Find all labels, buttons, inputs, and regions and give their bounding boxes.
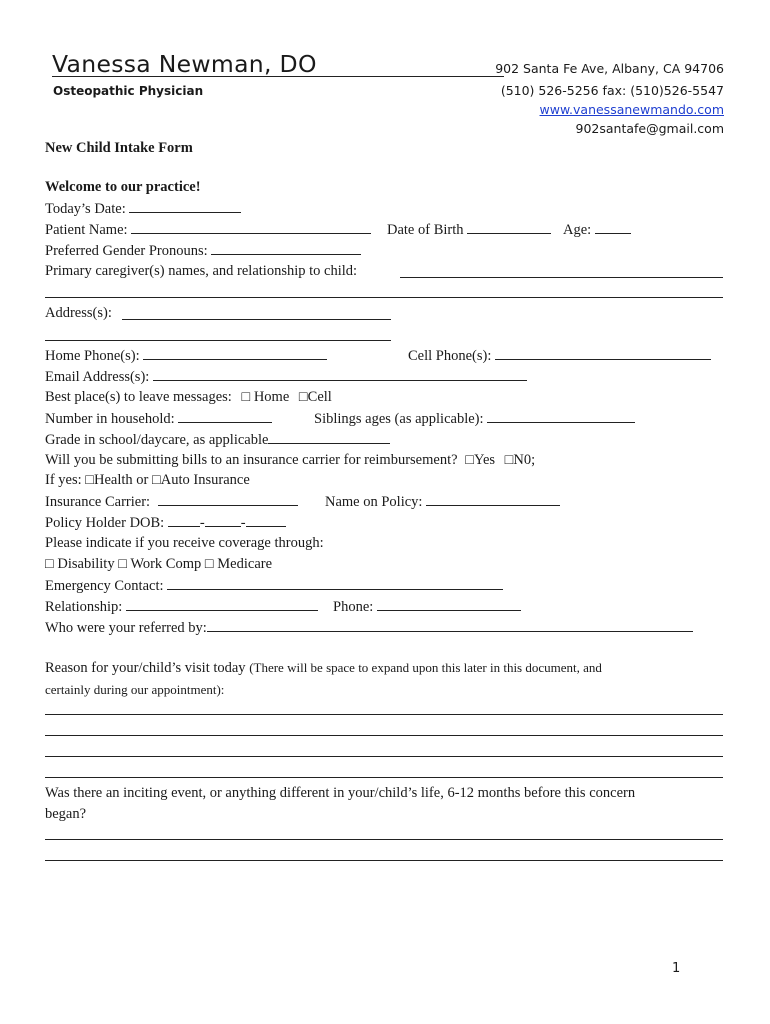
reason-line-4[interactable] [45,777,723,778]
email-label: Email Address(s): [45,369,150,385]
page-number: 1 [672,961,681,976]
welcome-heading: Welcome to our practice! [45,179,201,195]
policy-dob-label: Policy Holder DOB: [45,515,165,531]
address-field[interactable] [122,319,391,320]
inciting-line-1[interactable] [45,839,723,840]
dob-separator: - [199,515,205,531]
inciting-question-continued: began? [45,806,87,822]
home-checkbox[interactable]: □ Home [241,389,290,405]
caregiver-field[interactable] [400,277,723,278]
medicare-checkbox[interactable]: □ Medicare [204,556,273,572]
emergency-contact-field[interactable] [167,577,503,590]
practice-email: 902santafe@gmail.com [575,121,724,136]
if-yes-label: If yes: [45,472,82,488]
dob-separator: - [240,515,246,531]
referred-by-field[interactable] [207,619,693,632]
work-comp-checkbox[interactable]: □ Work Comp [118,556,202,572]
household-label: Number in household: [45,411,175,427]
home-phone-label: Home Phone(s): [45,348,140,364]
pronouns-field[interactable] [211,242,361,255]
insurance-carrier-field[interactable] [158,493,298,506]
auto-insurance-checkbox[interactable]: □Auto Insurance [152,472,250,488]
physician-subtitle: Osteopathic Physician [53,84,204,98]
insurance-question: Will you be submitting bills to an insurance carrier for reimbursement? [45,452,458,468]
website-link[interactable]: www.vanessanewmando.com [539,102,724,117]
inciting-line-2[interactable] [45,860,723,861]
todays-date-field[interactable] [129,200,241,213]
address-field-line-2[interactable] [45,340,391,341]
reason-note-continued: certainly during our appointment): [45,682,225,697]
reason-note: (There will be space to expand upon this later in this document, and [249,660,602,675]
cell-phone-field[interactable] [495,347,711,360]
insurance-carrier-label: Insurance Carrier: [45,494,151,510]
caregiver-label: Primary caregiver(s) names, and relationship to child: [45,263,358,279]
relationship-label: Relationship: [45,599,123,615]
home-phone-field[interactable] [143,347,327,360]
pronouns-label: Preferred Gender Pronouns: [45,243,208,259]
referred-by-label: Who were your referred by: [45,620,207,636]
siblings-label: Siblings ages (as applicable): [314,411,484,427]
grade-field[interactable] [268,431,390,444]
grade-label: Grade in school/daycare, as applicable [45,432,269,448]
relationship-field[interactable] [126,598,318,611]
policy-dob-year[interactable] [246,514,286,527]
emergency-contact-label: Emergency Contact: [45,578,164,594]
health-checkbox[interactable]: □Health or [85,472,149,488]
disability-checkbox[interactable]: □ Disability [45,556,115,572]
leave-messages-label: Best place(s) to leave messages: [45,389,232,405]
cell-checkbox[interactable]: □Cell [298,389,332,405]
address-label: Address(s): [45,305,112,321]
patient-name-label: Patient Name: [45,222,128,238]
reason-line-1[interactable] [45,714,723,715]
siblings-field[interactable] [487,410,635,423]
cell-phone-label: Cell Phone(s): [408,348,492,364]
coverage-question: Please indicate if you receive coverage through: [45,535,324,551]
reason-line-2[interactable] [45,735,723,736]
inciting-question: Was there an inciting event, or anything different in your/child’s life, 6-12 months before this concern [45,785,636,801]
age-field[interactable] [595,221,631,234]
patient-name-field[interactable] [131,221,371,234]
dob-label: Date of Birth [387,222,464,238]
email-field[interactable] [153,368,527,381]
age-label: Age: [563,222,592,238]
reason-question: Reason for your/child’s visit today [45,660,246,676]
yes-checkbox[interactable]: □Yes [465,452,496,468]
form-title: New Child Intake Form [45,140,193,156]
no-checkbox[interactable]: □N0; [504,452,536,468]
practice-phone-fax: (510) 526-5256 fax: (510)526-5547 [500,83,724,98]
phone-label: Phone: [333,599,374,615]
policy-dob-day[interactable] [205,514,241,527]
header-rule [52,76,504,77]
dob-field[interactable] [467,221,551,234]
reason-line-3[interactable] [45,756,723,757]
phone-field[interactable] [377,598,521,611]
name-on-policy-label: Name on Policy: [325,494,423,510]
physician-name: Vanessa Newman, DO [52,50,317,78]
name-on-policy-field[interactable] [426,493,560,506]
todays-date-label: Today’s Date: [45,201,126,217]
caregiver-field-line-2[interactable] [45,297,723,298]
household-field[interactable] [178,410,272,423]
practice-address: 902 Santa Fe Ave, Albany, CA 94706 [495,61,724,76]
policy-dob-month[interactable] [168,514,200,527]
